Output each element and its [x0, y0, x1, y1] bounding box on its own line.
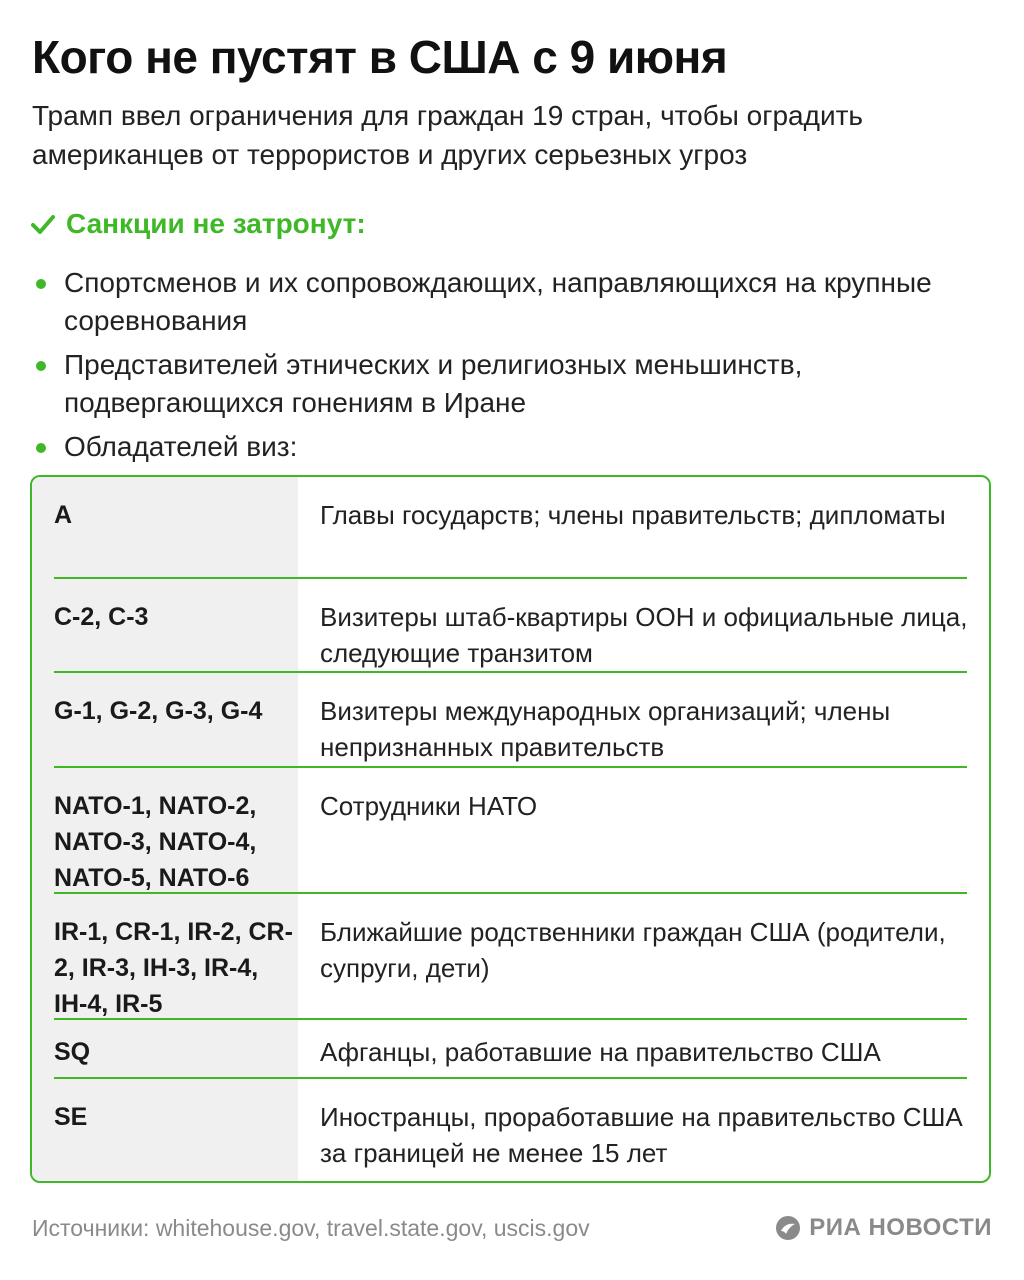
visa-code: A — [54, 501, 73, 529]
section-heading-label: Санкции не затронут: — [66, 208, 366, 239]
visa-description: Афганцы, работавшие на правительство США — [320, 1037, 881, 1067]
sources-footnote: Источники: whitehouse.gov, travel.state.gov, uscis.gov — [32, 1215, 590, 1241]
list-item-text: Спортсменов и их сопровождающих, направляющихся на крупные соревнования — [64, 267, 932, 336]
table-row — [32, 579, 989, 673]
visa-code: IR-1, CR-1, IR-2, CR-2, IR-3, IH-3, IR-4, IH-4, IR-5 — [54, 918, 293, 1018]
bullet-dot-icon — [36, 361, 46, 371]
visa-description: Главы государств; члены правительств; дипломаты — [320, 500, 946, 530]
bullet-dot-icon — [36, 279, 46, 289]
visa-code: NATO-1, NATO-2, NATO-3, NATO-4, NATO-5, NATO-6 — [54, 792, 257, 892]
list-item-text: Представителей этнических и религиозных меньшинств, подвергающихся гонениям в Иране — [64, 349, 803, 418]
visa-description: Ближайшие родственники граждан США (родители, супруги, дети) — [320, 917, 946, 983]
subtitle: Трамп ввел ограничения для граждан 19 стран, чтобы оградить американцев от террористов и других серьезных угроз — [32, 100, 864, 170]
table-row — [32, 673, 989, 768]
visa-description: Визитеры международных организаций; члены непризнанных правительств — [320, 696, 891, 762]
visa-table — [30, 475, 991, 1183]
visa-code: SE — [54, 1103, 88, 1131]
page-title: Кого не пустят в США с 9 июня — [32, 31, 728, 83]
ria-logo-icon — [775, 1215, 801, 1241]
table-row — [32, 894, 989, 1020]
section-heading — [30, 208, 366, 240]
logo-text: РИА НОВОСТИ — [809, 1214, 992, 1241]
visa-description: Визитеры штаб-квартиры ООН и официальные лица, следующие транзитом — [320, 602, 968, 668]
table-row — [32, 1020, 989, 1079]
list-item — [32, 264, 972, 340]
list-item-text: Обладателей виз: — [64, 431, 298, 462]
visa-code: SQ — [54, 1038, 91, 1066]
ria-novosti-logo — [775, 1214, 992, 1242]
visa-description: Иностранцы, проработавшие на правительство США за границей не менее 15 лет — [320, 1102, 963, 1168]
list-item — [32, 346, 972, 422]
list-item — [32, 428, 972, 466]
table-row — [32, 768, 989, 894]
visa-code: C-2, C-3 — [54, 603, 149, 631]
visa-description: Сотрудники НАТО — [320, 791, 538, 821]
table-row — [32, 1079, 989, 1183]
checkmark-icon — [30, 211, 56, 237]
table-row — [32, 477, 989, 579]
exemption-list — [32, 264, 972, 472]
bullet-dot-icon — [36, 443, 46, 453]
visa-code: G-1, G-2, G-3, G-4 — [54, 697, 263, 725]
